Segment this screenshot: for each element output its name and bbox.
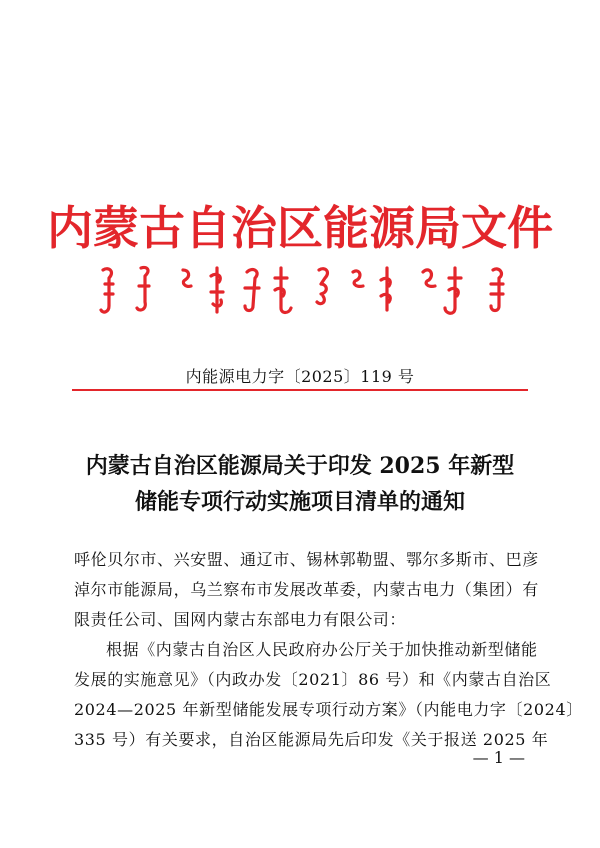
recipients-line: 淖尔市能源局，乌兰察布市发展改革委，内蒙古电力（集团）有 [74,580,539,599]
agency-title: 内蒙古自治区能源局文件 [47,201,553,255]
document-number: 内能源电力字〔2025〕119 号 [185,367,415,386]
title-line-1: 内蒙古自治区能源局关于印发 2025 年新型 [85,453,515,479]
document-title [60,448,540,520]
paragraph-line: 根据《内蒙古自治区人民政府办公厅关于加快推动新型储能 [106,640,538,659]
document-body [74,545,583,755]
paragraph-line: 2024—2025 年新型储能发展专项行动方案》（内能电力字〔2024〕 [74,700,583,719]
red-divider [72,389,528,391]
paragraph-line: 335 号）有关要求，自治区能源局先后印发《关于报送 2025 年 [74,730,549,749]
recipients-line: 呼伦贝尔市、兴安盟、通辽市、锡林郭勒盟、鄂尔多斯市、巴彦 [74,550,539,569]
mongolian-script-banner [95,262,515,322]
recipients-line: 限责任公司、国网内蒙古东部电力有限公司： [74,610,407,629]
title-line-2: 储能专项行动实施项目清单的通知 [134,489,465,515]
page-number: — 1 — [472,748,525,767]
paragraph-line: 发展的实施意见》（内政办发〔2021〕86 号）和《内蒙古自治区 [74,670,552,689]
